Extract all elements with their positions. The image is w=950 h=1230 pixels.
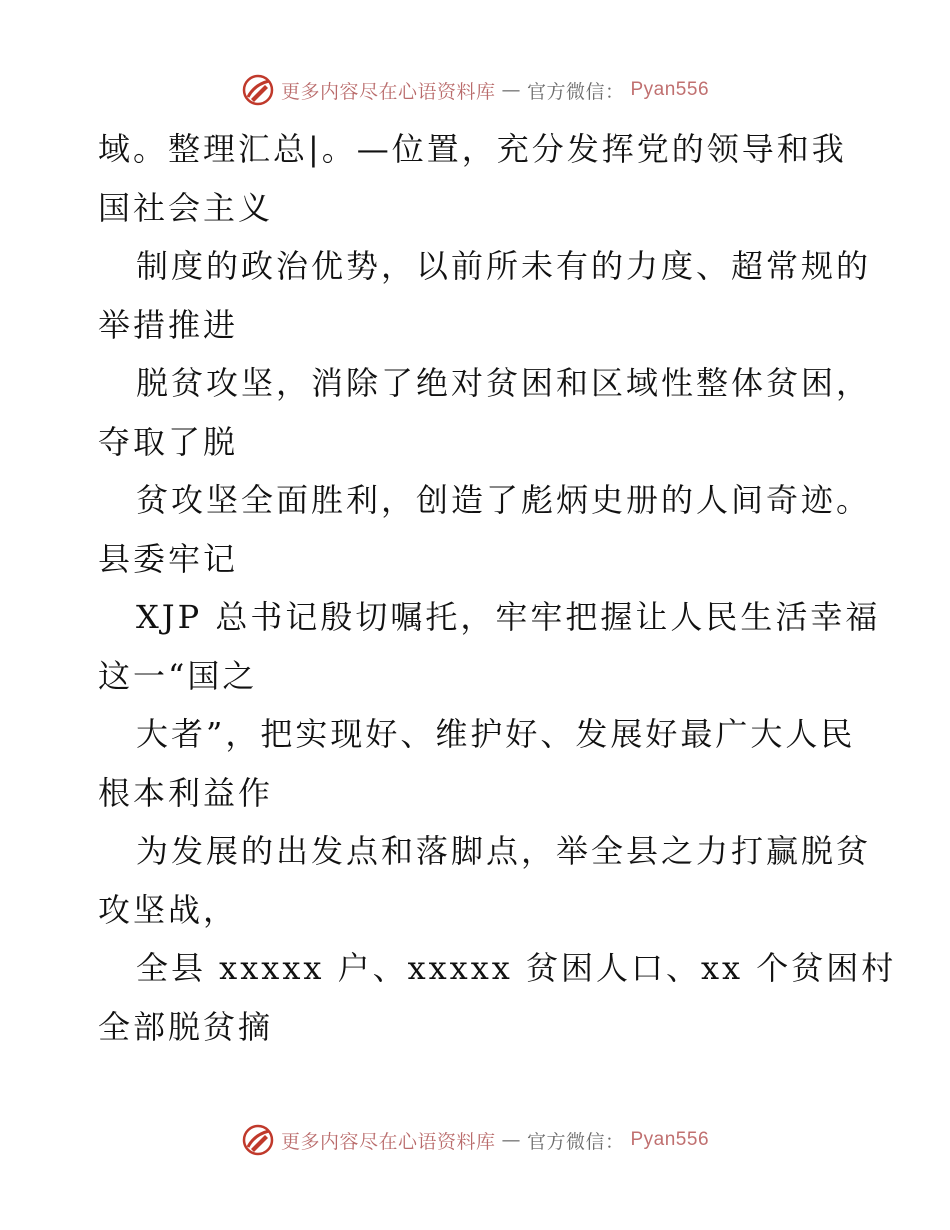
text-line: 大者”，把实现好、维护好、发展好最广大人民 (136, 715, 856, 753)
watermark-separator: — (501, 79, 521, 101)
watermark-separator: — (501, 1129, 521, 1151)
watermark-wechat-id: Pyan556 (630, 79, 710, 100)
watermark-wechat-label: 官方微信： (526, 80, 625, 103)
text-line: 国社会主义 (98, 188, 274, 227)
pen-logo-icon (241, 73, 275, 107)
watermark-title: 更多内容尽在心语资料库 (280, 80, 496, 103)
text-line: 全县 xxxxx 户、xxxxx 贫困人口、xx 个贫困村 (136, 949, 897, 987)
watermark-wechat-label: 官方微信： (526, 1130, 625, 1153)
watermark-wechat-id: Pyan556 (630, 1129, 710, 1150)
document-body (98, 120, 897, 1056)
text-line: 县委牢记 (98, 539, 239, 578)
text-line: 这一“国之 (98, 656, 258, 695)
text-line: 域。整理汇总|。—位置，充分发挥党的领导和我 (98, 130, 847, 168)
text-line: 贫攻坚全面胜利，创造了彪炳史册的人间奇迹。 (136, 481, 872, 519)
watermark-title: 更多内容尽在心语资料库 (280, 1130, 496, 1153)
text-line: 根本利益作 (98, 773, 274, 812)
text-line: 举措推进 (98, 305, 239, 344)
text-line: 夺取了脱 (98, 422, 239, 461)
text-line: 制度的政治优势，以前所未有的力度、超常规的 (136, 247, 872, 285)
text-line: 全部脱贫摘 (98, 1007, 274, 1046)
text-line: 攻坚战， (98, 890, 239, 929)
page-header-watermark (0, 70, 950, 110)
page-footer-watermark (0, 1120, 950, 1160)
text-line: 脱贫攻坚，消除了绝对贫困和区域性整体贫困， (136, 364, 872, 402)
text-line: 为发展的出发点和落脚点，举全县之力打赢脱贫 (136, 832, 872, 870)
text-line: XJP 总书记殷切嘱托，牢牢把握让人民生活幸福 (136, 598, 881, 636)
pen-logo-icon (241, 1123, 275, 1157)
